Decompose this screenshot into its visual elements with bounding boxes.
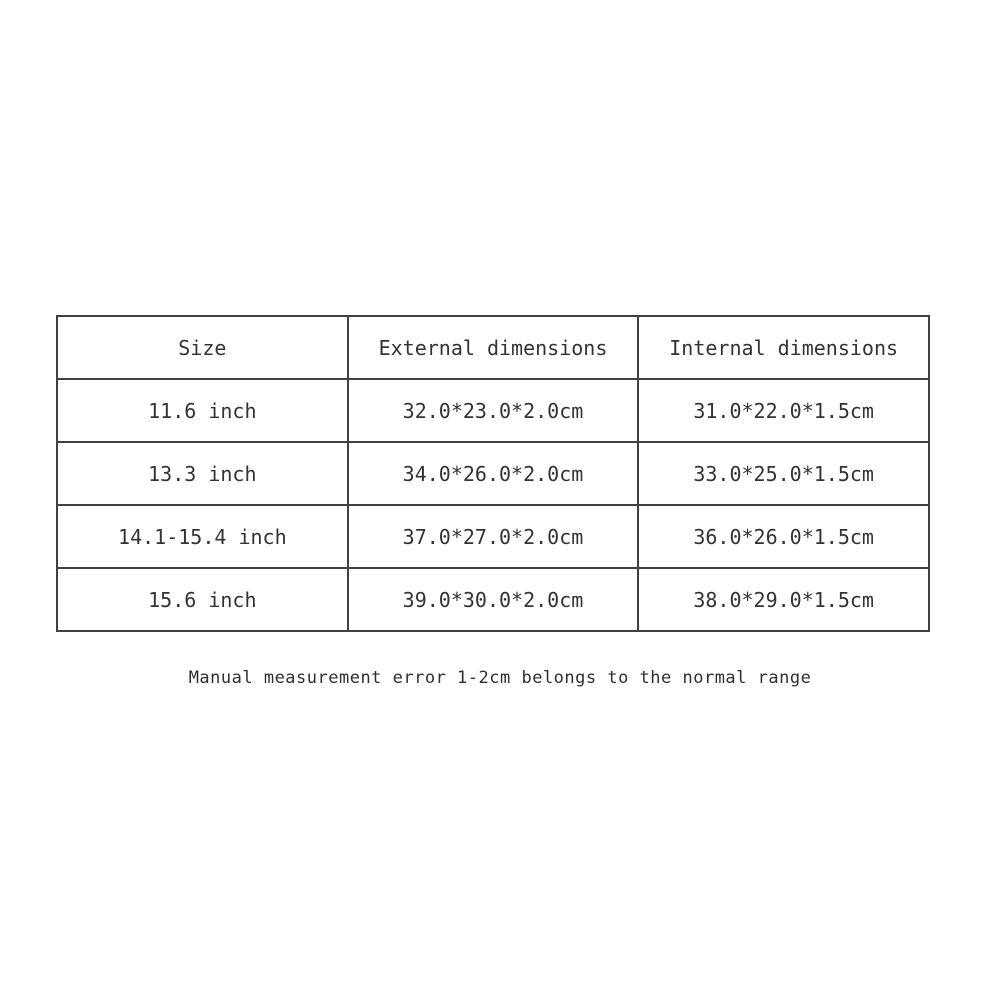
cell-internal: 31.0*22.0*1.5cm: [638, 379, 929, 442]
cell-internal: 38.0*29.0*1.5cm: [638, 568, 929, 631]
header-internal-dimensions: Internal dimensions: [638, 316, 929, 379]
table-row: [57, 568, 929, 631]
table-header-row: [57, 316, 929, 379]
cell-external: 32.0*23.0*2.0cm: [348, 379, 639, 442]
size-table-container: [56, 315, 930, 632]
size-table: [56, 315, 930, 632]
table-row: [57, 505, 929, 568]
cell-internal: 33.0*25.0*1.5cm: [638, 442, 929, 505]
header-external-dimensions: External dimensions: [348, 316, 639, 379]
cell-external: 34.0*26.0*2.0cm: [348, 442, 639, 505]
cell-internal: 36.0*26.0*1.5cm: [638, 505, 929, 568]
cell-size: 11.6 inch: [57, 379, 348, 442]
cell-external: 39.0*30.0*2.0cm: [348, 568, 639, 631]
header-size: Size: [57, 316, 348, 379]
cell-size: 14.1-15.4 inch: [57, 505, 348, 568]
measurement-note: Manual measurement error 1-2cm belongs to the normal range: [188, 668, 812, 688]
table-row: [57, 442, 929, 505]
cell-size: 15.6 inch: [57, 568, 348, 631]
cell-external: 37.0*27.0*2.0cm: [348, 505, 639, 568]
cell-size: 13.3 inch: [57, 442, 348, 505]
table-row: [57, 379, 929, 442]
